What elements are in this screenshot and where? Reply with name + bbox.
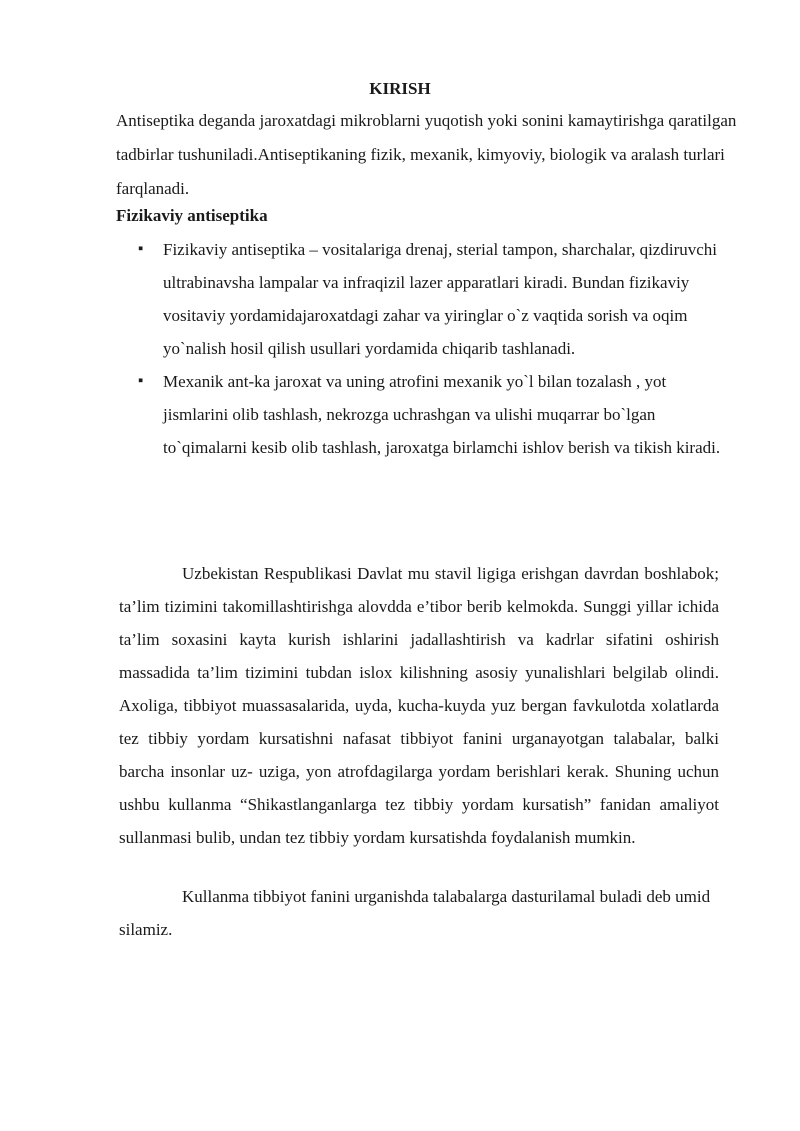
body-paragraph-2: Kullanma tibbiyot fanini urganishda talabalarga dasturilamal buladi deb umid silamiz. — [119, 887, 711, 939]
body-paragraph-1: Uzbekistan Respublikasi Davlat mu stavil ligiga erishgan davrdan boshlabok; ta’lim tizimini takomillashtirishga alovdda e’tibor berib kelmokda. Sunggi yillar ichida ta’lim soxasini kayta kurish ishlarini jadallashtirish va kadrlar sifatini oshirish massadida ta’lim tizimini tubdan islox kilishning asosiy yunalishlari belgilab olindi. Axoliga, tibbiyot muassasalarida, uyda, kucha-kuyda yuz bergan favkulotda xolatlarda tez tibbiy yordam kursatishni nafasat tibbiyot fanini urganayotgan talabalar, balki barcha insonlar uz- uziga, yon atrofdagilarga yordam berishlari kerak. Shuning uchun ushbu kullanma “Shikastlanganlarga tez tibbiy yordam kursatish” fanidan amaliyot sullanmasi bulib, undan tez tibbiy yordam kursatishda foydalanish mumkin. — [119, 564, 719, 847]
section-heading: Fizikaviy antiseptika — [116, 206, 268, 225]
intro-paragraph: Antiseptika deganda jaroxatdagi mikroblarni yuqotish yoki sonini kamaytirishga qaratilgan tadbirlar tushuniladi.Antiseptikaning fizik, mexanik, kimyoviy, biologik va aralash turlari farqlanadi. — [116, 111, 737, 198]
bullet-icon: ▪ — [138, 241, 144, 257]
list-item-text: Mexanik ant-ka jaroxat va uning atrofini mexanik yo`l bilan tozalash , yot jismlarini olib tashlash, nekrozga uchrashgan va ulishi muqarrar bo`lgan to`qimalarni kesib olib tashlash, jaroxatga birlamchi ishlov berish va tikish kiradi. — [163, 372, 721, 457]
bullet-icon: ▪ — [138, 373, 144, 389]
list-item — [0, 365, 733, 464]
list-item — [0, 233, 733, 365]
bullet-list — [0, 233, 800, 464]
list-item-text: Fizikaviy antiseptika – vositalariga drenaj, sterial tampon, sharchalar, qizdiruvchi ultrabinavsha lampalar va infraqizil lazer apparatlari kiradi. Bundan fizikaviy vositaviy yordamidajaroxatdagi zahar va yiringlar o`z vaqtida sorish va oqim yo`nalish hosil qilish usullari yordamida chiqarib tashlanadi. — [163, 240, 718, 358]
document-title: KIRISH — [369, 79, 431, 98]
